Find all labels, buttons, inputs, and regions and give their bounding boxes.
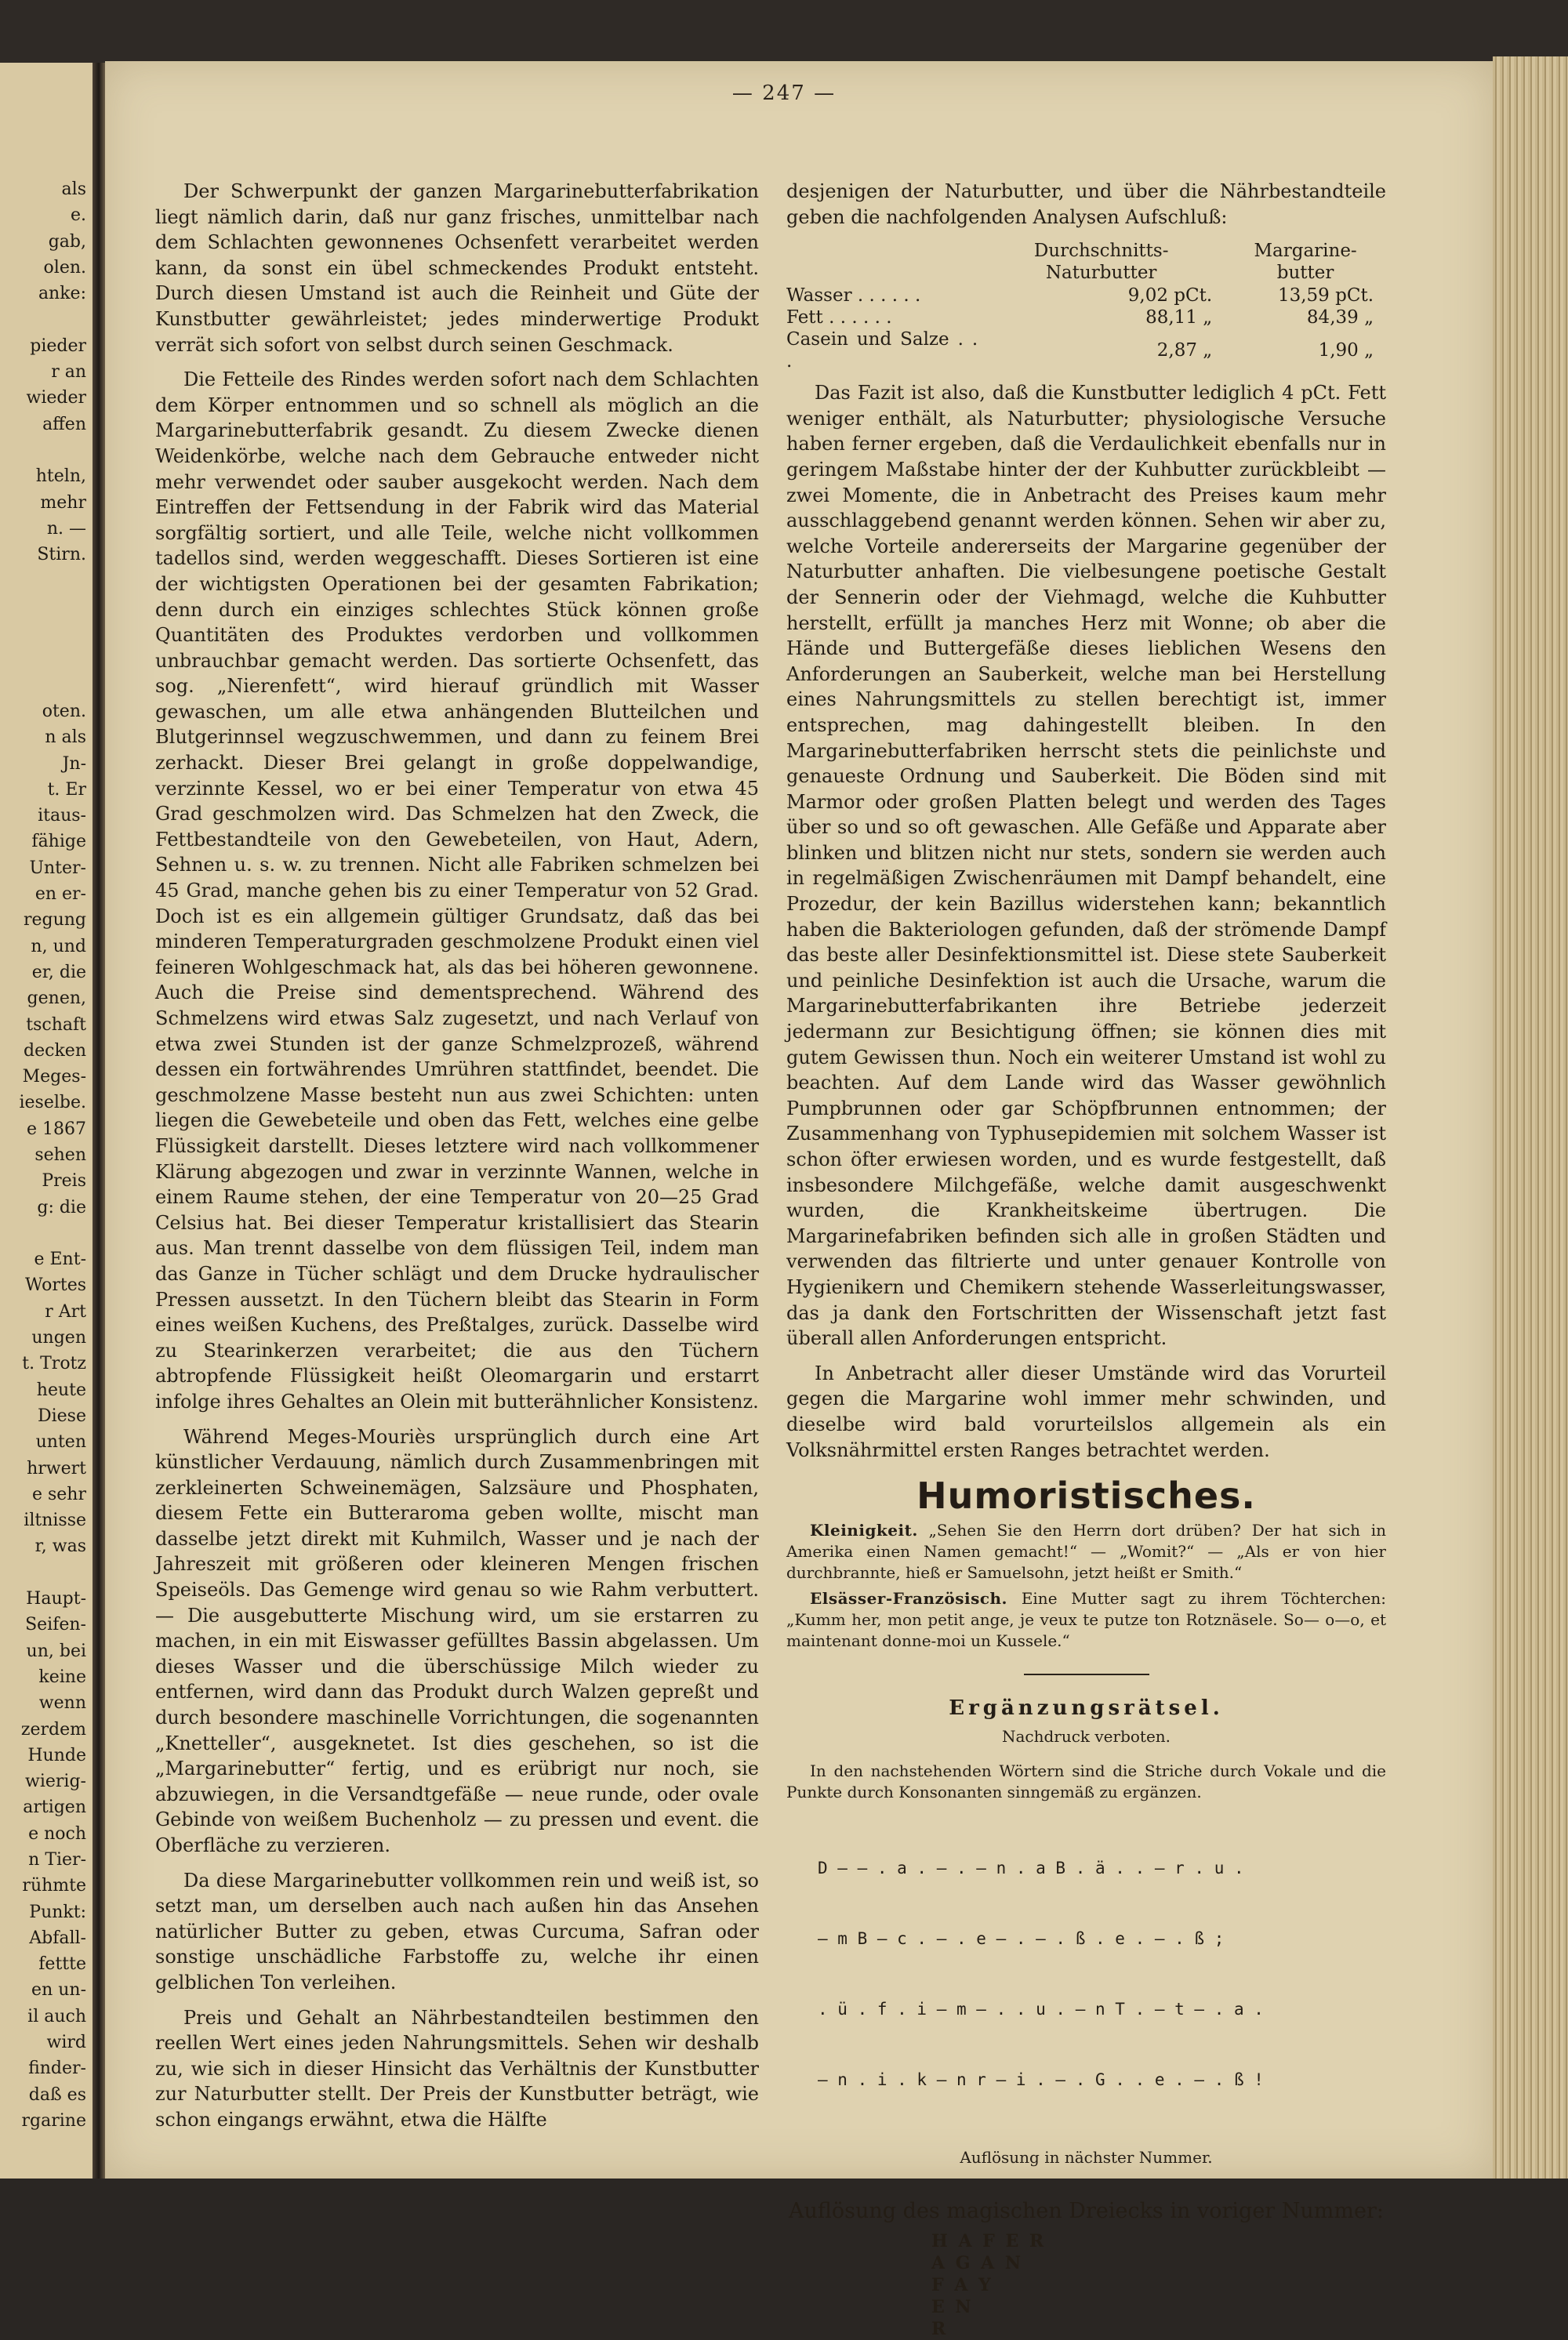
left-page-edge (0, 63, 93, 2179)
humor-item-label: Kleinigkeit. (810, 1520, 918, 1540)
left-fragment-line: r an (51, 362, 86, 383)
left-fragment-line: g: die (37, 1197, 86, 1217)
section-divider (1024, 1674, 1149, 1675)
left-fragment-line (20, 594, 87, 620)
left-fragment-line: gab, (48, 231, 86, 252)
triangle-row: A G A N (931, 2253, 1024, 2274)
left-fragment-line: rgarine (21, 2110, 86, 2131)
left-fragment-line: e sehr (31, 1484, 86, 1504)
left-fragment-line: fähige (31, 832, 86, 852)
left-fragment-line: anke: (38, 284, 86, 304)
humor-item (786, 1520, 1386, 1584)
left-fragment-line: en er- (34, 884, 86, 905)
left-fragment-line: e 1867 (26, 1119, 86, 1139)
left-fragment-line: r Art (45, 1301, 86, 1322)
left-fragment-line: Meges- (22, 1067, 86, 1087)
left-fragment-line: ungen (31, 1328, 86, 1348)
left-fragment-line: Preis (42, 1171, 86, 1192)
row-label: Fett . . . . . . (786, 307, 892, 328)
triangle-row: R (931, 2319, 949, 2340)
row-label: Wasser . . . . . . (786, 285, 921, 307)
left-fragment-line (20, 646, 87, 672)
puzzle-instructions: In den nachstehenden Wörtern sind die Striche durch Vokale und die Punkte durch Konsonanten sinngemäß zu ergänzen. (786, 1761, 1386, 1801)
left-fragment-line: wierig- (25, 1772, 86, 1792)
left-fragment-line: Unter- (29, 858, 86, 878)
naturbutter-value: 2,87 „ (1156, 340, 1213, 361)
left-fragment-line: en un- (31, 1980, 86, 2001)
left-fragment-line: affen (42, 414, 86, 434)
puzzle-lines (818, 1809, 1386, 2139)
analysis-table (786, 239, 1386, 372)
left-fragment-line (20, 620, 87, 646)
left-fragment-line: e. (70, 205, 86, 226)
left-fragment-line: r, was (34, 1536, 86, 1557)
left-fragment-line (20, 673, 87, 698)
left-fragment-line: Jn- (62, 753, 86, 774)
margarine-value: 13,59 pCt. (1277, 285, 1374, 307)
left-fragment-line: sehen (34, 1145, 86, 1165)
puzzle-title: Ergänzungsrätsel. (949, 1696, 1224, 1720)
left-fragment-line: un, bei (26, 1641, 86, 1661)
humor-item-label: Elsässer-Französisch. (810, 1588, 1008, 1608)
puzzle-line: — m B — c . — . e — . — . ß . e . — . ß ; (818, 1928, 1225, 1948)
left-fragment-line: Hunde (27, 1745, 86, 1765)
paragraph: In Anbetracht aller dieser Umstände wird das Vorurteil gegen die Margarine wohl immer mehr schwinden, und dieselbe wird bald vorurteilslos allgemein als ein Volksnährmittel ersten Ranges betrachtet werden. (786, 1362, 1386, 1461)
solution-title: Auflösung des magischen Dreiecks in voriger Nummer: (789, 2198, 1384, 2223)
table-header-blank (786, 239, 978, 285)
page-edges (1493, 56, 1568, 2179)
table-header: Durchschnitts-Naturbutter (1033, 241, 1169, 284)
table-header: Margarine-butter (1254, 241, 1357, 284)
left-fragment-line: Diese (37, 1406, 86, 1426)
triangle-row: H A F E R (931, 2231, 1047, 2252)
left-fragment-line: wieder (26, 388, 86, 408)
triangle-row: F A Y (931, 2275, 993, 2296)
left-fragment-line: Stirn. (37, 545, 86, 565)
table-row (786, 285, 1386, 307)
puzzle-note: Auflösung in nächster Nummer. (960, 2147, 1213, 2167)
left-fragment-line: n als (45, 727, 86, 748)
puzzle-line: . ü . f . i — m — . . u . — n T . — t — . a . (818, 1999, 1264, 2019)
humor-section-title: Humoristisches. (916, 1475, 1256, 1518)
left-fragment-line: genen, (27, 989, 86, 1009)
left-fragment-line: ieselbe. (19, 1093, 86, 1113)
puzzle-line: D — — . a . — . — n . a B . ä . . — r . u . (818, 1858, 1244, 1877)
left-fragment-line: er, die (31, 962, 86, 982)
left-fragment-line: itaus- (38, 806, 86, 826)
left-fragment-line: daß es (28, 2084, 86, 2105)
left-fragment-line: keine (38, 1667, 86, 1687)
left-fragment-line: regung (23, 910, 86, 931)
humor-item-text: „Sehen Sie den Herrn dort drüben? Der hat sich in Amerika einen Namen gemacht!“ — „Womit?“ — „Als er von hier durchbrannte, hieß er Samuelsohn, jetzt heißt er Smith.“ (786, 1520, 1387, 1582)
left-fragment-line: Haupt- (26, 1589, 86, 1609)
left-fragment-line: wenn (38, 1693, 86, 1714)
margarine-value: 84,39 „ (1306, 307, 1374, 328)
left-fragment-line: n. — (46, 518, 86, 539)
paragraph-continuation: desjenigen der Naturbutter, und über die Nährbestandteile geben die nachfolgenden Analysen Aufschluß: (786, 180, 1386, 228)
left-fragment-line: n, und (31, 936, 86, 956)
left-fragment-line (20, 437, 87, 463)
left-fragment-line: olen. (43, 257, 86, 278)
paragraph: Preis und Gehalt an Nährbestandteilen bestimmen den reellen Wert eines jeden Nahrungsmittels. Sehen wir deshalb zu, wie sich in dieser Hinsicht das Verhältnis der Kunstbutter zur Naturbutter stellt. Der Preis der Kunstbutter beträgt, wie schon eingangs erwähnt, etwa die Hälfte (155, 2006, 759, 2131)
left-fragment-line: e noch (28, 1823, 86, 1844)
table-row (786, 328, 1386, 372)
left-fragment-line: tschaft (26, 1014, 86, 1035)
left-fragment-line: zerdem (20, 1719, 86, 1740)
humor-items (786, 1520, 1386, 1652)
humor-item (786, 1588, 1386, 1652)
left-fragment-line (20, 568, 87, 593)
left-fragment-line: hteln, (35, 466, 86, 487)
left-fragment-line: hrwert (27, 1458, 86, 1478)
left-fragment-line: fettte (38, 1954, 86, 1975)
left-fragment-line: iltnisse (24, 1511, 86, 1531)
left-fragment-line: als (61, 180, 86, 199)
left-fragment-line: unten (35, 1432, 86, 1453)
magic-triangle (931, 2230, 1386, 2340)
humor-item-text: Eine Mutter sagt zu ihrem Töchterchen: „Kumm her, mon petit ange, je veux te putze ton Rotznäsele. So— o—o, et maintenant donne-moi un Kussele.“ (786, 1588, 1386, 1650)
left-fragment-line: pieder (30, 336, 86, 356)
paragraph: Das Fazit ist also, daß die Kunstbutter lediglich 4 pCt. Fett weniger enthält, als Naturbutter; physiologische Versuche haben ferner ergeben, daß die Verdaulichkeit ebenfalls nur in geringem Maßstabe hinter der der Kuhbutter zurückbleibt — zwei Momente, die in Anbetracht des Preises kaum mehr ausschlaggebend genannt werden können. Sehen wir aber zu, welche Vorteile andererseits der Margarine gegenüber der Naturbutter anhaften. Die vielbesungene poetische Gestalt der Sennerin oder der Viehmagd, welche die Kuhbutter herstellt, erfüllt ja manches Herz mit Wonne; ob aber die Hände und Buttergefäße dieses lieblichen Wesens den Anforderungen an Sauberkeit, welche man bei Herstellung eines Nahrungsmittels zu stellen berechtigt ist, immer entsprechen, mag dahingestellt bleiben. In den Margarinebutterfabriken herrscht stets die peinlichste und genaueste Ordnung und Sauberkeit. Die Böden sind mit Marmor oder großen Platten belegt und werden des Tages über so und so oft gewaschen. Alle Gefäße und Apparate aber blinken und blitzen nicht nur stets, sondern sie werden auch in regelmäßigen Zwischenräumen mit Dampf behandelt, eine Prozedur, der kein Bazillus widerstehen kann; bekanntlich haben die Bakteriologen gefunden, daß der strömende Dampf das beste aller Desinfektionsmittel ist. Diese stete Sauberkeit und peinliche Desinfektion ist auch die Ursache, warum die Margarinebutterfabrikanten ihre Betriebe jederzeit jedermann zur Besichtigung öffnen; sie können dies mit gutem Gewissen thun. Noch ein weiterer Umstand ist wohl zu beachten. Auf dem Lande wird das Wasser gewöhnlich Pumpbrunnen oder gar Schöpfbrunnen entnommen; der Zusammenhang von Typhusepidemien mit solchem Wasser ist schon öfter erwiesen worden, und es wurde festgestellt, daß insbesondere Milchgefäße, welche damit ausgeschwenkt wurden, die Krankheitskeime übertrugen. Die Margarinefabriken befinden sich alle in großen Städten und verwenden das filtrierte und unter genauer Kontrolle von Hygienikern und Chemikern stehende Wasserleitungswasser, das ja dank den Fortschritten der Wissenschaft jetzt fast überall allen Anforderungen entspricht. (786, 382, 1386, 1350)
left-fragment-line: oten. (42, 701, 86, 721)
left-fragment-line: e Ent- (34, 1250, 86, 1270)
left-fragment-line: Abfall- (29, 1928, 86, 1948)
margarine-value: 1,90 „ (1318, 340, 1374, 361)
left-fragment-line: wird (46, 2033, 86, 2053)
left-fragment-line: mehr (40, 492, 86, 513)
left-fragment-line: decken (24, 1040, 86, 1061)
paragraph: Der Schwerpunkt der ganzen Margarinebutterfabrikation liegt nämlich darin, daß nur ganz frisches, unmittelbar nach dem Schlachten gewonnenes Ochsenfett verarbeitet werden kann, da sonst ein übel schmeckendes Produkt entsteht. Durch diesen Umstand ist auch die Reinheit und Güte der Kunstbutter gewährleistet; jedes minderwertige Produkt verrät sich sofort von selbst durch seinen Geschmack. (155, 180, 759, 356)
table-row (786, 307, 1386, 328)
left-fragment-line: t. Er (47, 779, 86, 800)
left-fragment-line (20, 307, 87, 332)
puzzle-instructions-block (786, 1761, 1386, 1803)
left-fragment-line: il auch (27, 2006, 86, 2026)
book-gutter (93, 63, 105, 2179)
left-fragment-line: rühmte (22, 1876, 86, 1896)
left-fragment-line: artigen (23, 1798, 86, 1818)
left-page-fragments (20, 176, 87, 2134)
paragraph: Da diese Margarinebutter vollkommen rein und weiß ist, so setzt man, um derselben auch nach außen hin das Ansehen natürlicher Butter zu geben, etwas Curcuma, Safran oder sonstige unschädliche Farbstoffe zu, welche ihr einen gelblichen Ton verleihen. (155, 1869, 759, 1994)
triangle-row: E N (931, 2297, 974, 2318)
left-fragment-line: Punkt: (29, 1902, 86, 1922)
naturbutter-value: 88,11 „ (1145, 307, 1213, 328)
left-fragment-line (20, 1221, 87, 1246)
page-number: — 247 — (731, 82, 837, 105)
left-fragment-line: t. Trotz (22, 1354, 86, 1374)
paragraph: Während Meges-Mouriès ursprünglich durch eine Art künstlicher Verdauung, nämlich durch Zusammenbringen mit zerkleinerten Schweinemägen, Salzsäure und Phosphaten, diesem Fette ein Butteraroma geben wollte, mischt man dasselbe jetzt direkt mit Kuhmilch, Wasser und je nach der Jahreszeit mit größeren oder kleineren Mengen frischen Speiseöls. Das Gemenge wird genau so wie Rahm verbuttert. — Die ausgebutterte Mischung wird, um sie erstarren zu machen, in ein mit Eiswasser gefülltes Bassin abgelassen. Um dieses Wasser und die überschüssige Milch wieder zu entfernen, wird dann das Produkt durch Walzen gepreßt und durch besondere maschinelle Vorrichtungen, die sogenannten „Knetteller“, ausgeknetet. Ist dies geschehen, so ist die „Margarinebutter“ fertig, und es erübrigt nur noch, sie abzuwiegen, in die Versandtgefäße — neue runde, oder ovale Gebinde von weißem Buchenholz — zu pressen und event. die Oberfläche zu verzieren. (155, 1425, 759, 1856)
right-column (786, 179, 1386, 2340)
puzzle-subtitle: Nachdruck verboten. (1001, 1727, 1171, 1747)
left-fragment-line (20, 1560, 87, 1586)
left-fragment-line: heute (36, 1380, 86, 1400)
left-fragment-line: Wortes (24, 1275, 86, 1296)
left-fragment-line: n Tier- (28, 1850, 86, 1870)
left-column (155, 179, 759, 2142)
table-header-row (786, 239, 1386, 285)
left-fragment-line: Seifen- (25, 1615, 86, 1635)
naturbutter-value: 9,02 pCt. (1127, 285, 1213, 307)
paragraph: Die Fetteile des Rindes werden sofort nach dem Schlachten dem Körper entnommen und so schnell als möglich an die Margarinebutterfabrik gesandt. Zu diesem Zwecke dienen Weidenkörbe, welche nach dem Gebrauche entweder nicht mehr verwendet oder sauber ausgekocht werden. Nach dem Eintreffen der Fettsendung in der Fabrik wird das Material sorgfältig sortiert, und alle Teile, welche nicht vollkommen tadellos sind, werden weggeschafft. Dieses Sortieren ist eine der wichtigsten Operationen bei der gesamten Fabrikation; denn durch ein einziges schlechtes Stück können große Quantitäten des Produktes verdorben und vollkommen unbrauchbar gemacht werden. Das sortierte Ochsenfett, das sog. „Nierenfett“, wird hierauf gründlich mit Wasser gewaschen, um alle etwa anhängenden Blutteilchen und Blutgerinnsel wegzuschwemmen, und dann zu feinem Brei zerhackt. Dieser Brei gelangt in große doppelwandige, verzinnte Kessel, wo er bei einer Temperatur von etwa 45 Grad geschmolzen wird. Das Schmelzen hat den Zweck, die Fettbestandteile von den Gewebeteilen, von Haut, Adern, Sehnen u. s. w. zu trennen. Nicht alle Fabriken schmelzen bei 45 Grad, manche gehen bis zu einer Temperatur von 52 Grad. Doch ist es ein allgemein gültiger Grundsatz, daß das bei minderen Temperaturgraden geschmolzene Produkt einen viel feineren Wohlgeschmack hat, als das bei höheren gewonnene. Auch die Preise sind dementsprechend. Während des Schmelzens wird etwas Salz zugesetzt, und nach Verlauf von etwa zwei Stunden ist der ganze Schmelzprozeß, während dessen ein fortwährendes Umrühren stattfindet, beendet. Die geschmolzene Masse besteht nun aus zwei Schichten: unten liegen die Gewebeteile und oben das Fett, welches eine gelbe Flüssigkeit darstellt. Dieses letztere wird nach vollkommener Klärung abgezogen und zwar in verzinnte Wannen, welche in einem Raume stehen, der eine Temperatur von 20—25 Grad Celsius hat. Bei dieser Temperatur kristallisiert das Stearin aus. Man trennt dasselbe von dem flüssigen Teil, indem man das Ganze in Tücher schlägt und dem Drucke hydraulischer Pressen aussetzt. In den Tüchern bleibt das Stearin in Form eines weißen Kuchens, des Preßtalges, zurück. Dasselbe wird zu Stearinkerzen verarbeitet; die aus den Tüchern abtropfende Flüssigkeit heißt Oleomargarin und erstarrt infolge ihres Gehaltes an Olein mit butterähnlicher Konsistenz. (155, 368, 759, 1413)
row-label: Casein und Salze . . . (786, 329, 978, 372)
left-fragment-line: finder- (28, 2059, 86, 2079)
puzzle-line: — n . i . k — n r — i . — . G . . e . — . ß ! (818, 2070, 1264, 2089)
